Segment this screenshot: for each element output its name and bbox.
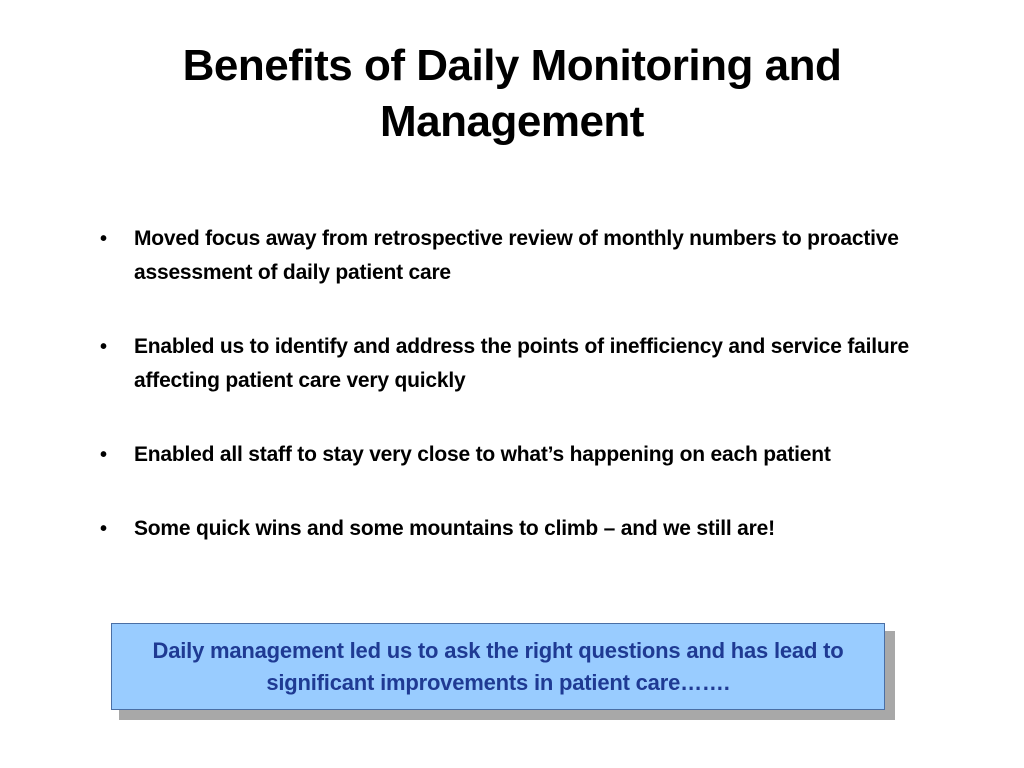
bullet-item: [90, 330, 960, 398]
bullet-marker-icon: •: [100, 228, 107, 250]
bullet-text: Some quick wins and some mountains to climb – and we still are!: [134, 517, 775, 540]
bullet-marker-icon: •: [100, 444, 107, 466]
bullet-marker-icon: •: [100, 336, 107, 358]
bullet-item: [90, 512, 960, 546]
slide-title: Benefits of Daily Monitoring and Management: [182, 41, 842, 146]
callout-box: [111, 623, 885, 710]
bullet-item: [90, 222, 960, 290]
bullet-item: [90, 438, 960, 472]
bullet-text: Enabled us to identify and address the points of inefficiency and service failure affecting patient care very quickly: [134, 335, 909, 392]
bullet-text: Moved focus away from retrospective review of monthly numbers to proactive assessment of daily patient care: [134, 227, 899, 284]
bullet-marker-icon: •: [100, 518, 107, 540]
bullet-text: Enabled all staff to stay very close to what’s happening on each patient: [134, 443, 831, 466]
callout-text: Daily management led us to ask the right questions and has lead to significant improvements in patient care…….: [152, 637, 844, 695]
bullet-list: [90, 222, 960, 586]
